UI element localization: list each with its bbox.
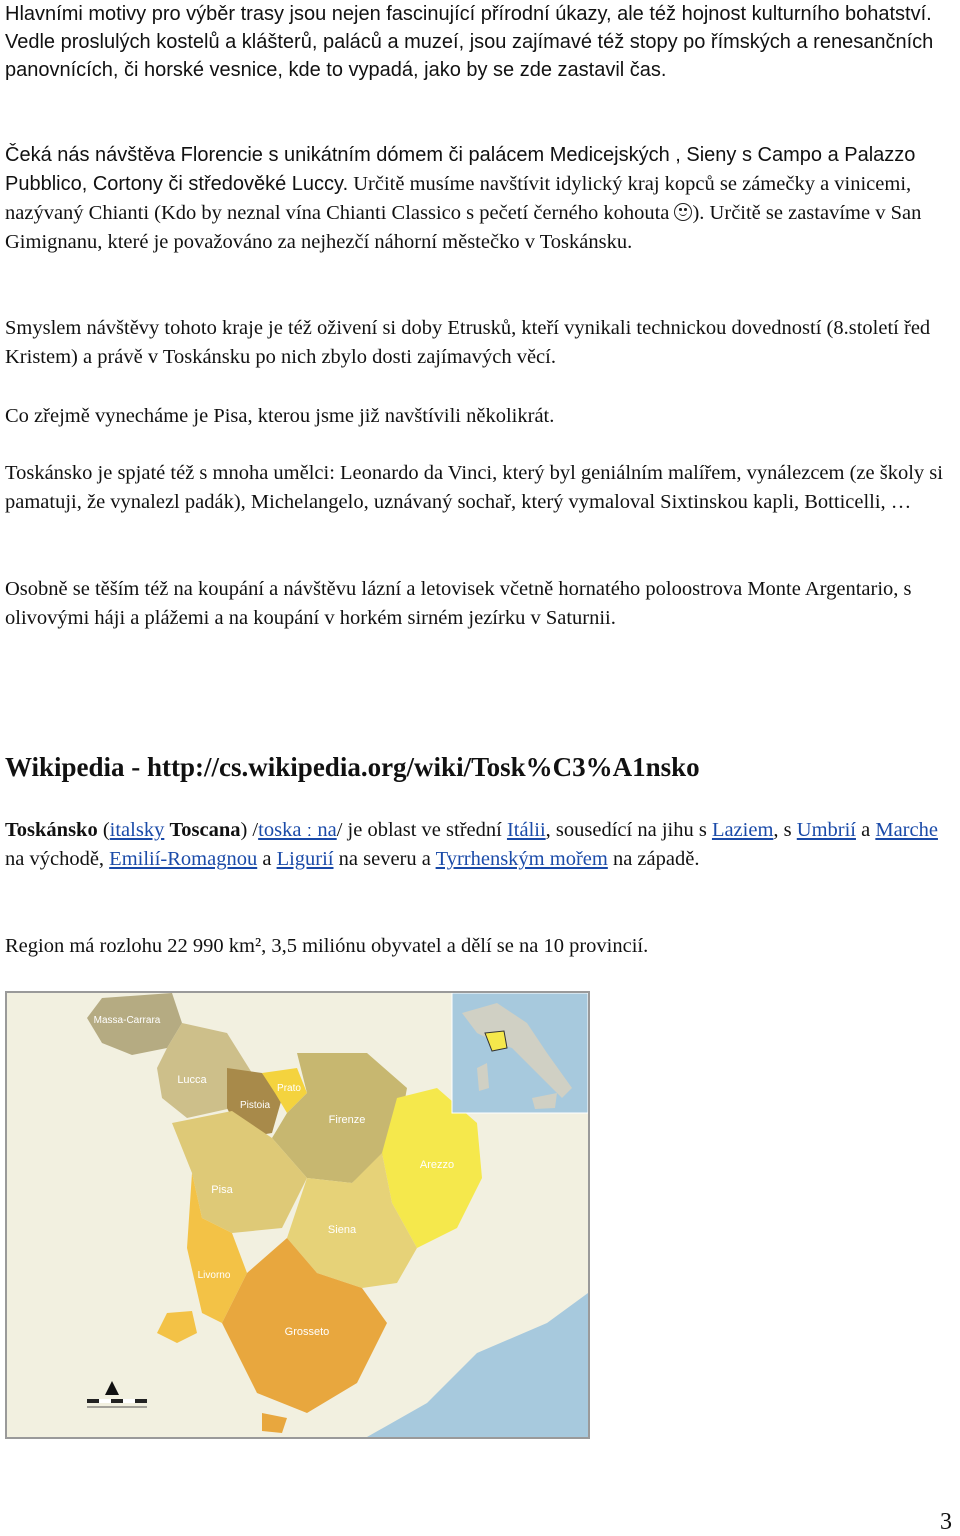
link-emilie-romagna[interactable]: Emilií-Romagnou	[109, 848, 258, 870]
scale-bar-segment	[99, 1399, 111, 1403]
link-italie[interactable]: Itálii	[506, 819, 546, 841]
intro-text-8: na východě,	[5, 848, 110, 870]
paragraph-florence-visit-part3: ). Určitě se zastavíme v San Gimignanu, které je považováno za nejhezčí náhorní městečko v Toskánsku.	[5, 202, 922, 253]
paragraph-florence-visit-part2: Určitě musíme navštívit idylický kraj kopců se zámečky a vinicemi, nazývaný Chianti (Kdo by neznal vína Chianti Classico s pečetí černého kohouta	[5, 173, 912, 224]
map-label-pisa: Pisa	[211, 1184, 233, 1196]
paragraph-etruscans: Smyslem návštěvy tohoto kraje je též oživení si doby Etrusků, kteří vynikali technickou dovedností (8.století řed Kristem) a právě v Toskánsku po nich zbylo dosti zajímavých věcí.	[5, 317, 931, 368]
map-label-siena: Siena	[327, 1224, 357, 1236]
intro-text-9: a	[257, 848, 277, 870]
paragraph-pisa: Co zřejmě vynecháme je Pisa, kterou jsme již navštívili několikrát.	[5, 405, 555, 427]
tuscany-provinces-map	[5, 991, 590, 1439]
paragraph-artists: Toskánsko je spjaté též s mnoha umělci: Leonardo da Vinci, který byl geniálním malířem, vynálezcem (ze školy si pamatuji, že vynalezl padák), Michelangelo, uznávaný sochař, který vymaloval Sixtinskou kapli, Botticelli, …	[5, 462, 943, 513]
map-label-massa-carrara: Massa-Carrara	[93, 1015, 161, 1026]
intro-text-10: na severu a	[333, 848, 436, 870]
paragraph-bathing: Osobně se těším též na koupání a návštěvu lázní a letovisek včetně hornatého poloostrova Monte Argentario, s olivovými háji a plážemi a na koupání v horkém sirném jezírku v Saturnii.	[5, 578, 912, 629]
map-label-grosseto: Grosseto	[284, 1326, 330, 1338]
page-number: 3	[940, 1509, 952, 1535]
scale-bar-segment	[123, 1399, 135, 1403]
term-toscana: Toscana	[169, 819, 241, 841]
link-tyrrhenian-sea[interactable]: Tyrrhenským mořem	[435, 848, 608, 870]
paragraph-florence-visit-part1: Čeká nás návštěva Florencie s unikátním dómem či palácem Medicejských , Sieny s Campo a Palazzo Pubblico, Cortony či středověké Luccy.	[5, 144, 916, 195]
wikipedia-heading: Wikipedia - http://cs.wikipedia.org/wiki/Tosk%C3%A1nsko	[5, 752, 700, 782]
smiley-icon	[674, 203, 692, 221]
intro-text-3: ) /	[240, 819, 259, 841]
map-label-lucca: Lucca	[177, 1074, 207, 1086]
map-canvas	[7, 993, 588, 1437]
map-label-livorno: Livorno	[197, 1270, 231, 1281]
intro-text-6: , s	[773, 819, 797, 841]
intro-text-1: (	[97, 819, 110, 841]
map-label-prato: Prato	[277, 1083, 301, 1094]
link-marche[interactable]: Marche	[875, 819, 938, 841]
link-ligurie[interactable]: Ligurií	[276, 848, 334, 870]
link-pronunciation[interactable]: toska ː na	[258, 819, 337, 841]
term-toskansko: Toskánsko	[5, 819, 98, 841]
intro-text-11: na západě.	[607, 848, 700, 870]
link-umbrie[interactable]: Umbrií	[796, 819, 856, 841]
paragraph-florence-visit	[5, 141, 957, 257]
intro-text-4: / je oblast ve střední	[336, 819, 507, 841]
wiki-intro-paragraph	[5, 816, 957, 874]
intro-text-7: a	[855, 819, 876, 841]
link-lazio[interactable]: Laziem	[711, 819, 774, 841]
map-label-arezzo: Arezzo	[419, 1159, 455, 1171]
link-italsky[interactable]: italsky	[109, 819, 165, 841]
scale-bar	[87, 1399, 147, 1403]
map-label-firenze: Firenze	[328, 1114, 366, 1126]
inset-sardinia	[477, 1063, 489, 1091]
wiki-region-paragraph: Region má rozlohu 22 990 km², 3,5 miliónu obyvatel a dělí se na 10 provincií.	[5, 935, 649, 957]
intro-text-5: , sousedící na jihu s	[545, 819, 712, 841]
paragraph-route-motives: Hlavními motivy pro výběr trasy jsou nejen fascinující přírodní úkazy, ale též hojnost kulturního bohatství. Vedle proslulých kostelů a klášterů, paláců a muzeí, jsou zajímavé též stopy po římských a renesančních panovnících, či horské vesnice, kde to vypadá, jako by se zde zastavil čas.	[5, 3, 934, 81]
map-inset-italy	[452, 993, 588, 1113]
map-label-pistoia: Pistoia	[239, 1100, 271, 1111]
